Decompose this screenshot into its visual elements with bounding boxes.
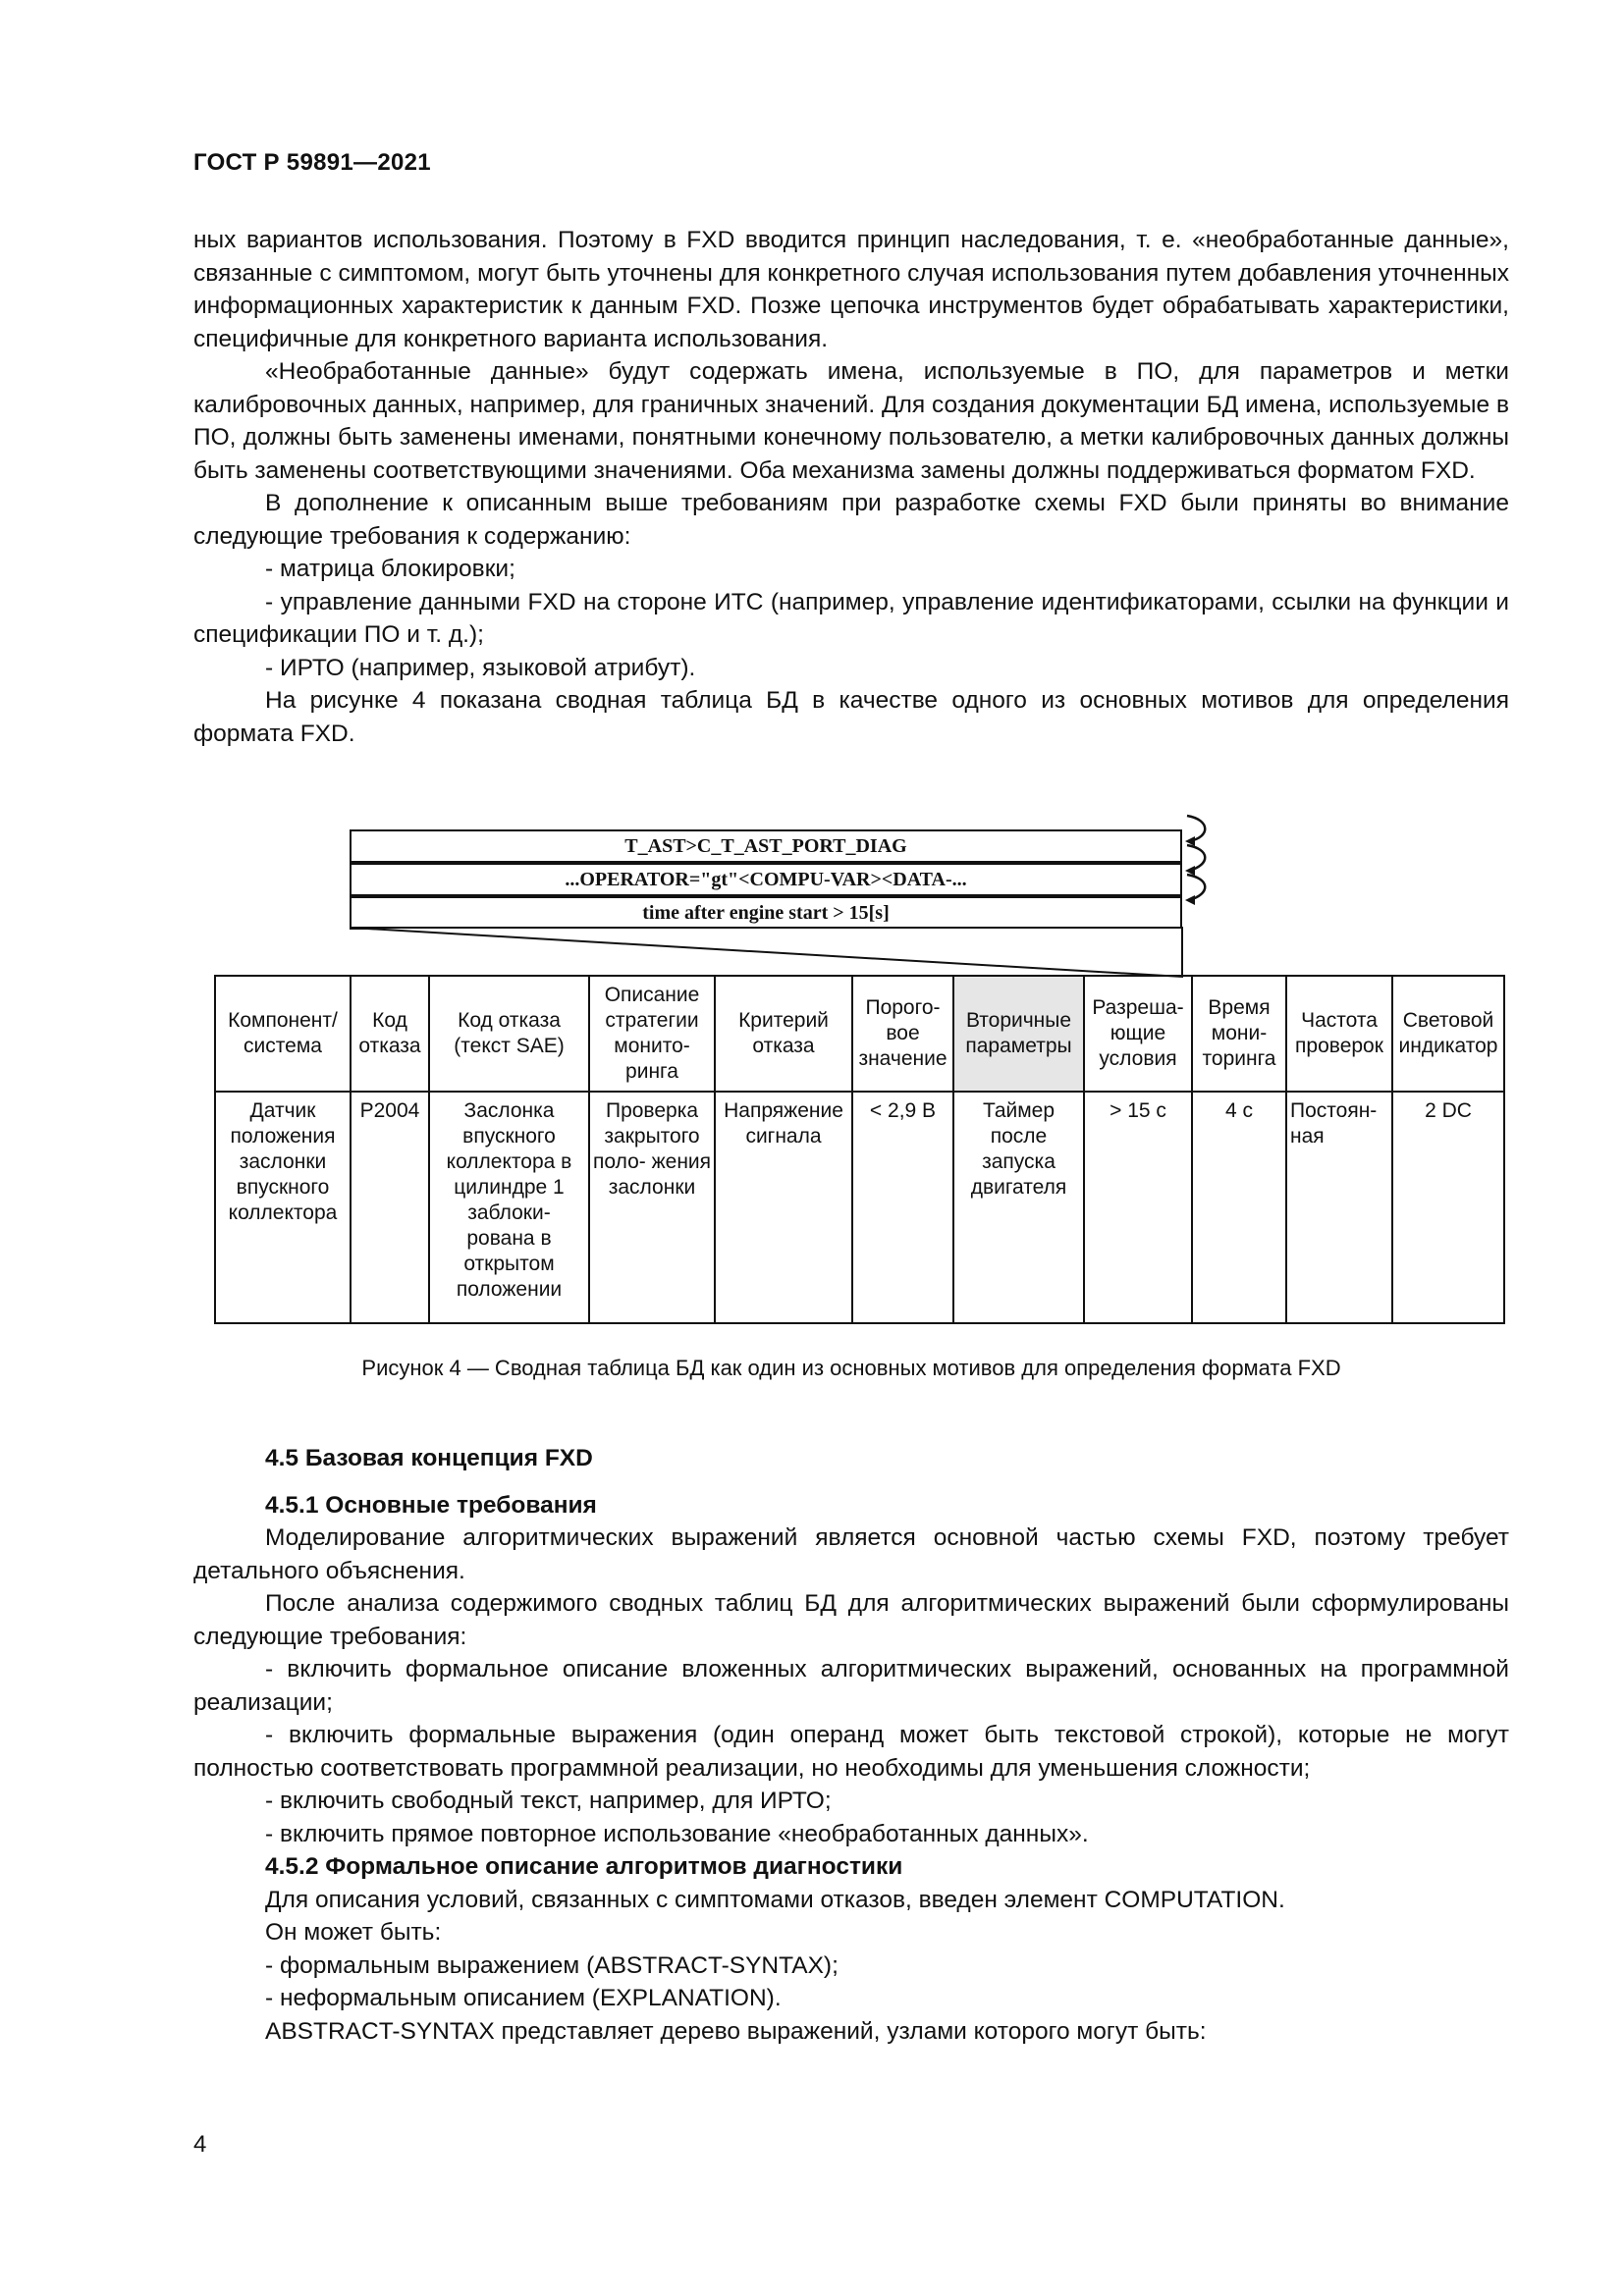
curved-arrows-icon (1183, 810, 1232, 928)
paragraph: ABSTRACT-SYNTAX представляет дерево выражений, узлами которого могут быть: (265, 2017, 1207, 2045)
table-cell: > 15 с (1084, 1092, 1192, 1323)
table-header-cell: Световой индикатор (1392, 976, 1504, 1092)
paragraph: После анализа содержимого сводных таблиц БД для алгоритмических выражений были сформулированы следующие требования: (193, 1590, 1509, 1650)
figure-band-2: ...OPERATOR="gt"<COMPU-VAR><DATA-... (350, 863, 1182, 896)
table-cell: Датчик положения заслонки впускного коллектора (215, 1092, 351, 1323)
table-cell: Постоян- ная (1286, 1092, 1392, 1323)
list-item: - включить формальные выражения (один операнд может быть текстовой строкой), которые не могут полностью соответствовать программной реализации, но необходимы для уменьшения сложности; (193, 1722, 1509, 1782)
list-item: - ИРТО (например, языковой атрибут). (265, 654, 696, 681)
list-item: - матрица блокировки; (265, 556, 515, 582)
figure-band-1: T_AST>C_T_AST_PORT_DIAG (350, 829, 1182, 863)
table-header-cell: Критерий отказа (715, 976, 852, 1092)
table-header-cell: Код отказа (текст SAE) (429, 976, 589, 1092)
table-cell: Таймер после запуска двигателя (953, 1092, 1084, 1323)
table-header-cell: Вторичные параметры (953, 976, 1084, 1092)
paragraph: В дополнение к описанным выше требованиям при разработке схемы FXD были приняты во внимание следующие требования к содержанию: (193, 490, 1509, 550)
subsection-heading: 4.5.1 Основные требования (265, 1491, 597, 1519)
paragraph: ных вариантов использования. Поэтому в FXD вводится принцип наследования, т. е. «необработанные данные», связанные с симптомом, могут быть уточнены для конкретного случая использования путем добавления уточненных информационных характеристик к данным FXD. Позже цепочка инструментов будет обрабатывать характеристики, специфичные для конкретного варианта использования. (193, 227, 1509, 352)
figure-wedge (350, 890, 1184, 979)
table-cell: Напряжение сигнала (715, 1092, 852, 1323)
page-number: 4 (193, 2131, 207, 2158)
table-row (215, 1092, 1504, 1323)
paragraph: Для описания условий, связанных с симптомами отказов, введен элемент COMPUTATION. (265, 1886, 1285, 1913)
table-header-cell: Время мони- торинга (1192, 976, 1286, 1092)
table-cell: P2004 (351, 1092, 429, 1323)
paragraph: Моделирование алгоритмических выражений является основной частью схемы FXD, поэтому требует детального объяснения. (193, 1524, 1509, 1584)
table-header-cell: Описание стратегии монито- ринга (589, 976, 715, 1092)
table-header-cell: Код отказа (351, 976, 429, 1092)
list-item: - включить формальное описание вложенных алгоритмических выражений, основанных на программной реализации; (193, 1656, 1509, 1716)
table-header-cell: Разреша- ющие условия (1084, 976, 1192, 1092)
diagnostic-summary-table (214, 975, 1505, 1324)
table-cell: 2 DC (1392, 1092, 1504, 1323)
body-text-bottom (193, 1442, 1509, 2048)
paragraph: «Необработанные данные» будут содержать имена, используемые в ПО, для параметров и метки калибровочных данных, например, для граничных значений. Для создания документации БД имена, используемые в ПО, должны быть заменены именами, понятными конечному пользователю, а метки калибровочных данных должны быть заменены соответствующими значениями. Оба механизма замены должны поддерживаться форматом FXD. (193, 358, 1509, 484)
list-item: - включить свободный текст, например, для ИРТО; (265, 1788, 832, 1814)
table-header-row (215, 976, 1504, 1092)
body-text-top (193, 224, 1509, 750)
table-cell: Проверка закрытого поло- жения заслонки (589, 1092, 715, 1323)
document-header: ГОСТ Р 59891—2021 (193, 149, 431, 176)
table-header-cell: Порого- вое значение (852, 976, 953, 1092)
table-header-cell: Компонент/ система (215, 976, 351, 1092)
list-item: - включить прямое повторное использование «необработанных данных». (265, 1820, 1089, 1847)
subsection-heading: 4.5.2 Формальное описание алгоритмов диагностики (265, 1853, 903, 1880)
figure-band-3: time after engine start > 15[s] (350, 896, 1182, 930)
table-cell: < 2,9 В (852, 1092, 953, 1323)
list-item: - неформальным описанием (EXPLANATION). (265, 1985, 782, 2011)
paragraph: Он может быть: (265, 1919, 442, 1946)
section-heading: 4.5 Базовая концепция FXD (265, 1445, 593, 1471)
paragraph: На рисунке 4 показана сводная таблица БД в качестве одного из основных мотивов для определения формата FXD. (193, 687, 1509, 747)
table-cell: 4 с (1192, 1092, 1286, 1323)
table-header-cell: Частота проверок (1286, 976, 1392, 1092)
table-cell: Заслонка впускного коллектора в цилиндре 1 заблоки- рована в открытом положении (429, 1092, 589, 1323)
list-item: - управление данными FXD на стороне ИТС (например, управление идентификаторами, ссылки на функции и спецификации ПО и т. д.); (193, 588, 1509, 648)
list-item: - формальным выражением (ABSTRACT-SYNTAX); (265, 1951, 839, 1979)
figure-caption: Рисунок 4 — Сводная таблица БД как один из основных мотивов для определения формата FXD (361, 1356, 1341, 1380)
